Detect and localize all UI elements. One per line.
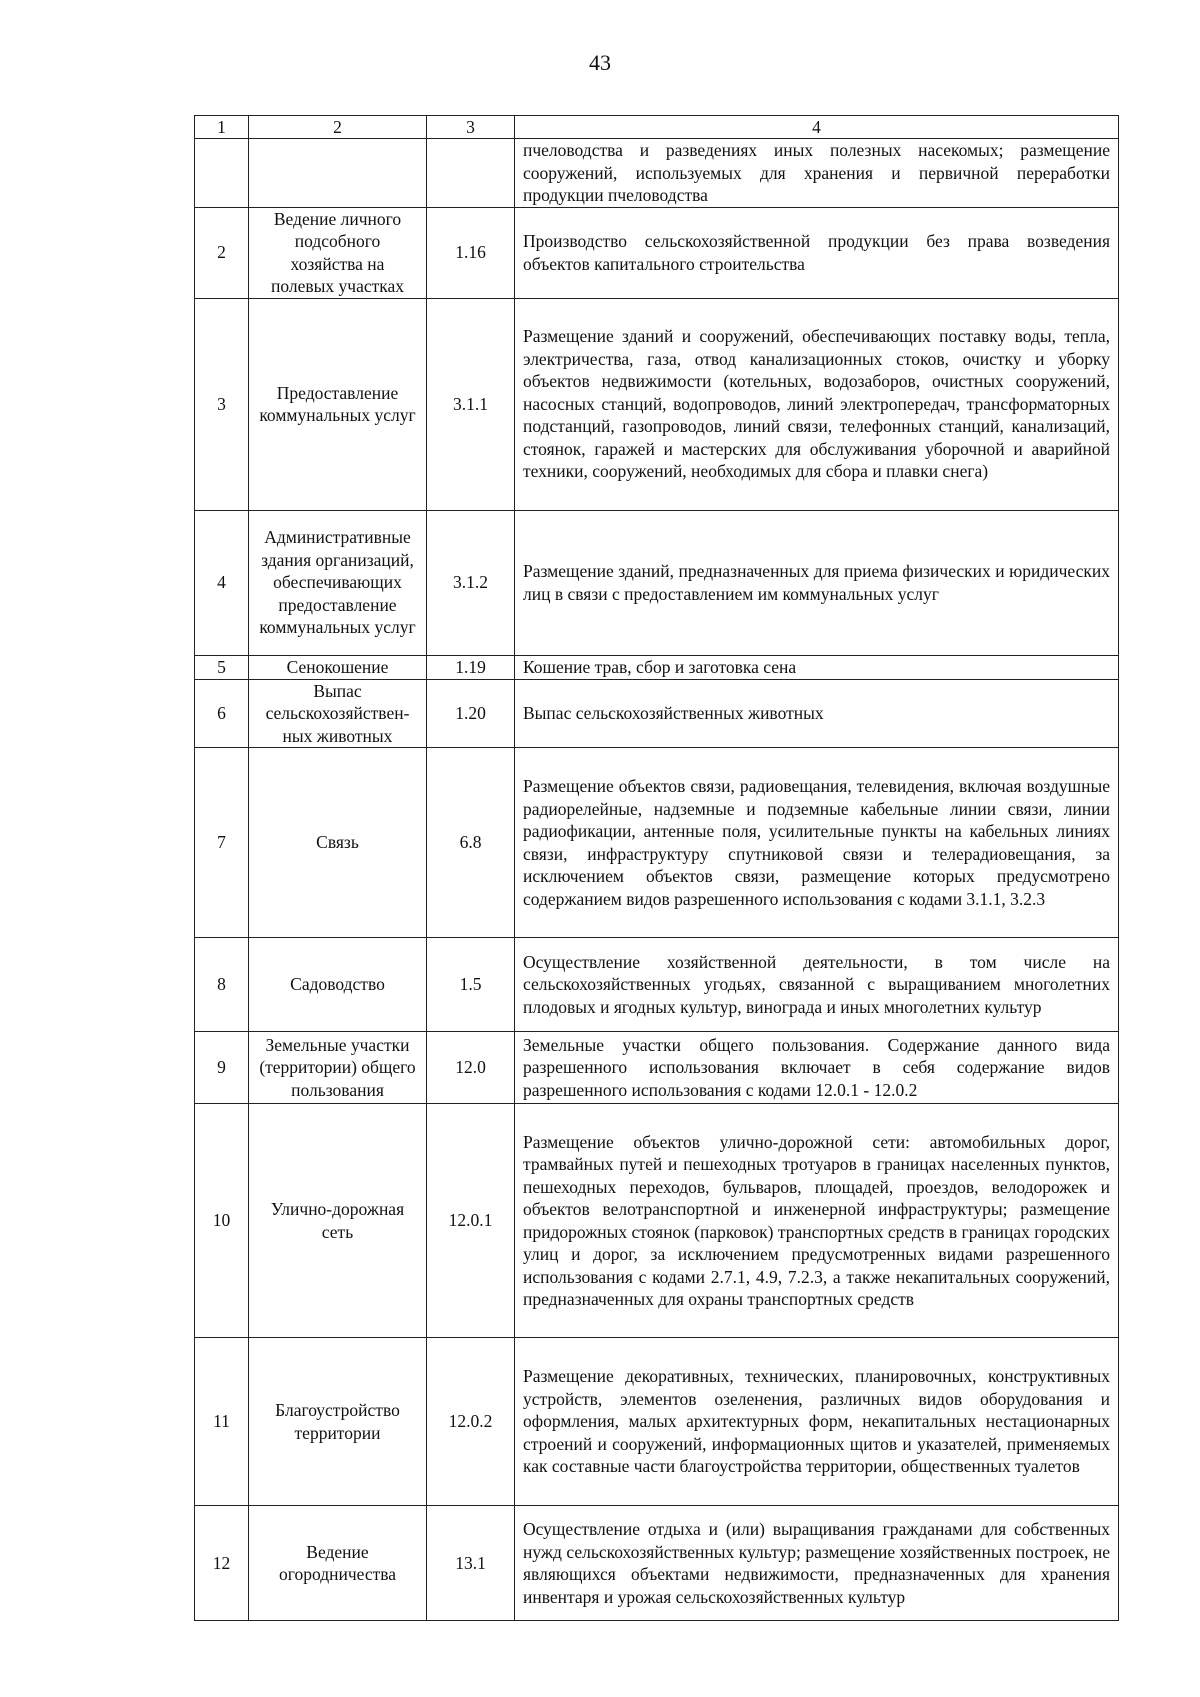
row-description: Земельные участки общего пользования. Содержание данного вида разрешенного использования включает в себя содержание видов разрешенного использования с кодами 12.0.1 - 12.0.2 bbox=[515, 1032, 1119, 1104]
row-number: 2 bbox=[195, 207, 249, 298]
table-header-row bbox=[195, 116, 1119, 139]
row-number: 8 bbox=[195, 938, 249, 1032]
row-code: 3.1.2 bbox=[427, 510, 515, 655]
land-use-table bbox=[194, 115, 1119, 1621]
row-name: Сенокошение bbox=[249, 655, 427, 679]
row-code: 1.5 bbox=[427, 938, 515, 1032]
table-row bbox=[195, 1338, 1119, 1506]
row-name: Связь bbox=[249, 748, 427, 938]
row-code: 1.19 bbox=[427, 655, 515, 679]
row-description: Выпас сельскохозяйственных животных bbox=[515, 679, 1119, 748]
row-name: Ведение огородничества bbox=[249, 1506, 427, 1621]
row-code: 12.0.1 bbox=[427, 1104, 515, 1338]
row-number: 12 bbox=[195, 1506, 249, 1621]
row-code: 1.16 bbox=[427, 207, 515, 298]
row-name: Выпас сельскохозяйствен-ных животных bbox=[249, 679, 427, 748]
row-number: 11 bbox=[195, 1338, 249, 1506]
table-row bbox=[195, 139, 1119, 208]
row-name: Садоводство bbox=[249, 938, 427, 1032]
table-row bbox=[195, 1104, 1119, 1338]
header-col-4: 4 bbox=[515, 116, 1119, 139]
row-description: Осуществление отдыха и (или) выращивания гражданами для собственных нужд сельскохозяйственных культур; размещение хозяйственных построек, не являющихся объектами недвижимости, предназначенных для хранения инвентаря и урожая сельскохозяйственных культур bbox=[515, 1506, 1119, 1621]
row-number: 5 bbox=[195, 655, 249, 679]
table-row bbox=[195, 1032, 1119, 1104]
row-number: 3 bbox=[195, 298, 249, 510]
header-col-1: 1 bbox=[195, 116, 249, 139]
row-number bbox=[195, 139, 249, 208]
row-description: Размещение декоративных, технических, планировочных, конструктивных устройств, элементов озеленения, различных видов оборудования и оформления, малых архитектурных форм, некапитальных нестационарных строений и сооружений, информационных щитов и указателей, применяемых как составные части благоустройства территории, общественных туалетов bbox=[515, 1338, 1119, 1506]
row-name bbox=[249, 139, 427, 208]
table-row bbox=[195, 938, 1119, 1032]
row-description: Размещение объектов улично-дорожной сети: автомобильных дорог, трамвайных путей и пешеходных тротуаров в границах населенных пунктов, пешеходных переходов, бульваров, площадей, проездов, велодорожек и объектов велотранспортной и инженерной инфраструктуры; размещение придорожных стоянок (парковок) транспортных средств в границах городских улиц и дорог, за исключением предусмотренных видами разрешенного использования с кодами 2.7.1, 4.9, 7.2.3, а также некапитальных сооружений, предназначенных для охраны транспортных средств bbox=[515, 1104, 1119, 1338]
row-description: Размещение зданий, предназначенных для приема физических и юридических лиц в связи с предоставлением им коммунальных услуг bbox=[515, 510, 1119, 655]
row-name: Благоустройство территории bbox=[249, 1338, 427, 1506]
row-number: 9 bbox=[195, 1032, 249, 1104]
row-description: Производство сельскохозяйственной продукции без права возведения объектов капитального строительства bbox=[515, 207, 1119, 298]
row-number: 10 bbox=[195, 1104, 249, 1338]
row-description: Размещение объектов связи, радиовещания, телевидения, включая воздушные радиорелейные, надземные и подземные кабельные линии связи, линии радиофикации, антенные поля, усилительные пункты на кабельных линиях связи, инфраструктуру спутниковой связи и телерадиовещания, за исключением объектов связи, размещение которых предусмотрено содержанием видов разрешенного использования с кодами 3.1.1, 3.2.3 bbox=[515, 748, 1119, 938]
table-row bbox=[195, 207, 1119, 298]
row-number: 4 bbox=[195, 510, 249, 655]
row-code: 1.20 bbox=[427, 679, 515, 748]
row-code: 12.0.2 bbox=[427, 1338, 515, 1506]
page-number: 43 bbox=[589, 50, 611, 75]
row-name: Административные здания организаций, обеспечивающих предоставление коммунальных услуг bbox=[249, 510, 427, 655]
row-number: 7 bbox=[195, 748, 249, 938]
row-description: Кошение трав, сбор и заготовка сена bbox=[515, 655, 1119, 679]
row-name: Предоставление коммунальных услуг bbox=[249, 298, 427, 510]
header-col-3: 3 bbox=[427, 116, 515, 139]
row-code: 12.0 bbox=[427, 1032, 515, 1104]
table-row bbox=[195, 510, 1119, 655]
row-code: 13.1 bbox=[427, 1506, 515, 1621]
table-row bbox=[195, 655, 1119, 679]
row-description: пчеловодства и разведениях иных полезных насекомых; размещение сооружений, используемых для хранения и первичной переработки продукции пчеловодства bbox=[515, 139, 1119, 208]
row-description: Осуществление хозяйственной деятельности, в том числе на сельскохозяйственных угодьях, связанной с выращиванием многолетних плодовых и ягодных культур, винограда и иных многолетних культур bbox=[515, 938, 1119, 1032]
row-code: 3.1.1 bbox=[427, 298, 515, 510]
row-name: Земельные участки (территории) общего пользования bbox=[249, 1032, 427, 1104]
table-row bbox=[195, 679, 1119, 748]
table-row bbox=[195, 298, 1119, 510]
row-code bbox=[427, 139, 515, 208]
row-description: Размещение зданий и сооружений, обеспечивающих поставку воды, тепла, электричества, газа, отвод канализационных стоков, очистку и уборку объектов недвижимости (котельных, водозаборов, очистных сооружений, насосных станций, водопроводов, линий электропередач, трансформаторных подстанций, газопроводов, линий связи, телефонных станций, канализаций, стоянок, гаражей и мастерских для обслуживания уборочной и аварийной техники, сооружений, необходимых для сбора и плавки снега) bbox=[515, 298, 1119, 510]
table-row bbox=[195, 1506, 1119, 1621]
header-col-2: 2 bbox=[249, 116, 427, 139]
row-number: 6 bbox=[195, 679, 249, 748]
row-name: Улично-дорожная сеть bbox=[249, 1104, 427, 1338]
row-name: Ведение личного подсобного хозяйства на полевых участках bbox=[249, 207, 427, 298]
row-code: 6.8 bbox=[427, 748, 515, 938]
table-row bbox=[195, 748, 1119, 938]
